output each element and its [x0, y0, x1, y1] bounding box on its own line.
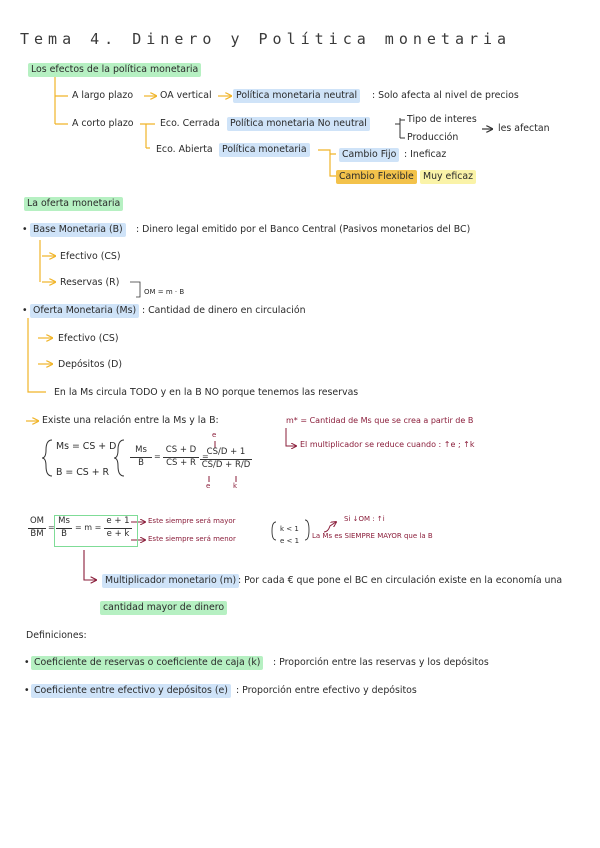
supply-note: En la Ms circula TODO y en la B NO porque tenemos las reservas	[54, 387, 359, 398]
open-economy-label: Eco. Abierta	[156, 144, 213, 155]
fraction-ms-b-den: B	[138, 457, 144, 468]
multiplier-def-label: Multiplicador monetario (m)	[102, 574, 239, 588]
fixed-exchange-label: Cambio Fijo	[339, 148, 399, 162]
reserve-coef-text: : Proporción entre las reservas y los depósitos	[273, 657, 489, 668]
e-marker-top: e	[212, 431, 217, 439]
fraction-ms-b-num: Ms	[135, 445, 147, 455]
base-money-label: Base Monetaria (B)	[30, 223, 126, 237]
short-term-label: A corto plazo	[72, 118, 134, 129]
fraction-e-k	[104, 517, 132, 540]
multiplier-def-text-2: cantidad mayor de dinero	[100, 601, 227, 615]
inefficient-label: : Ineficaz	[404, 149, 447, 160]
flexible-exchange-label: Cambio Flexible	[336, 170, 417, 184]
multiplier-def-text: : Por cada € que pone el BC en circulación existe en la economía una	[238, 575, 563, 586]
cash-coef-text: : Proporción entre efectivo y depósitos	[236, 685, 417, 696]
fraction-ms-b-2	[56, 517, 72, 540]
fraction-ratios	[200, 448, 252, 471]
equation-ms: Ms = CS + D	[56, 441, 117, 452]
fraction-ms-b	[130, 446, 152, 469]
fraction-e-num: e + 1	[106, 516, 130, 526]
neutral-policy-label: Política monetaria neutral	[233, 89, 360, 103]
fraction-om: OM	[29, 516, 45, 526]
k-less-one: k < 1	[280, 525, 299, 533]
base-money-definition: : Dinero legal emitido por el Banco Central (Pasivos monetarios del BC)	[136, 224, 471, 235]
multiplier-reduce-note: El multiplicador se reduce cuando : ↑e ; ↑k	[300, 440, 475, 449]
effects-heading: Los efectos de la política monetaria	[28, 63, 201, 77]
relation-intro: Existe una relación entre la Ms y la B:	[42, 415, 219, 426]
supply-heading: La oferta monetaria	[24, 197, 123, 211]
fraction-bm: BM	[30, 528, 44, 539]
equals-sign: =	[154, 452, 161, 461]
k-marker: k	[233, 482, 238, 490]
non-neutral-policy-label: Política monetaria No neutral	[227, 117, 370, 131]
om-formula-note: OM = m · B	[144, 288, 185, 296]
open-policy-label: Política monetaria	[219, 143, 310, 157]
fraction-k-den: e + k	[106, 528, 130, 539]
page-title-text: Tema 4. Dinero y Política monetaria	[20, 30, 512, 48]
fraction-cs-den: CS + R	[166, 457, 196, 468]
om-rule: Si ↓OM : ↑i	[344, 515, 385, 523]
fraction-ratios-num: CS/D + 1	[206, 447, 246, 457]
bullet: •	[24, 657, 30, 668]
bullet: •	[22, 305, 28, 316]
fraction-ratios-den: CS/D + R/D	[201, 459, 251, 470]
long-term-label: A largo plazo	[72, 90, 134, 101]
multiplier-definition: m* = Cantidad de Ms que se crea a partir de B	[286, 416, 474, 425]
m-equals: = m =	[75, 523, 102, 532]
always-less-note: Este siempre será menor	[148, 535, 236, 543]
page-title	[20, 30, 511, 49]
bullet: •	[24, 685, 30, 696]
neutral-policy-desc: : Solo afecta al nivel de precios	[372, 90, 519, 101]
always-greater-note: Este siempre será mayor	[148, 517, 236, 525]
cash-coef-label: Coeficiente entre efectivo y depósitos (e)	[31, 684, 231, 698]
deposits-label: Depósitos (D)	[58, 359, 122, 370]
fraction-om-bm	[28, 517, 46, 540]
closed-economy-label: Eco. Cerrada	[160, 118, 220, 129]
fraction-cs	[163, 446, 199, 469]
reserves-label: Reservas (R)	[60, 277, 120, 288]
reserve-coef-label: Coeficiente de reservas o coeficiente de caja (k)	[31, 656, 263, 670]
money-supply-definition-text: Cantidad de dinero en circulación	[148, 305, 306, 316]
definitions-heading: Definiciones:	[26, 630, 87, 641]
production-label: Producción	[407, 132, 459, 143]
equation-b: B = CS + R	[56, 467, 110, 478]
efficient-label: Muy eficaz	[420, 170, 476, 184]
equals-sign: =	[48, 523, 55, 532]
e-marker: e	[206, 482, 211, 490]
fraction-ms-2: Ms	[58, 516, 70, 526]
money-supply-definition: : Cantidad de dinero en circulación	[142, 305, 306, 316]
affected-label: les afectan	[498, 123, 550, 134]
ms-greater-conclusion: La Ms es SIEMPRE MAYOR que la B	[312, 532, 433, 540]
fraction-b-2: B	[61, 528, 67, 539]
fraction-cs-num: CS + D	[165, 445, 197, 455]
interest-rate-label: Tipo de interes	[407, 114, 477, 125]
base-money-definition-text: Dinero legal emitido por el Banco Central (Pasivos monetarios del BC)	[142, 224, 471, 235]
money-supply-label: Oferta Monetaria (Ms)	[30, 304, 139, 318]
cash-label-2: Efectivo (CS)	[58, 333, 119, 344]
cash-label-1: Efectivo (CS)	[60, 251, 121, 262]
bullet: •	[22, 224, 28, 235]
equals-sign: =	[202, 452, 209, 461]
oa-vertical-label: OA vertical	[160, 90, 212, 101]
e-less-one: e < 1	[280, 537, 300, 545]
